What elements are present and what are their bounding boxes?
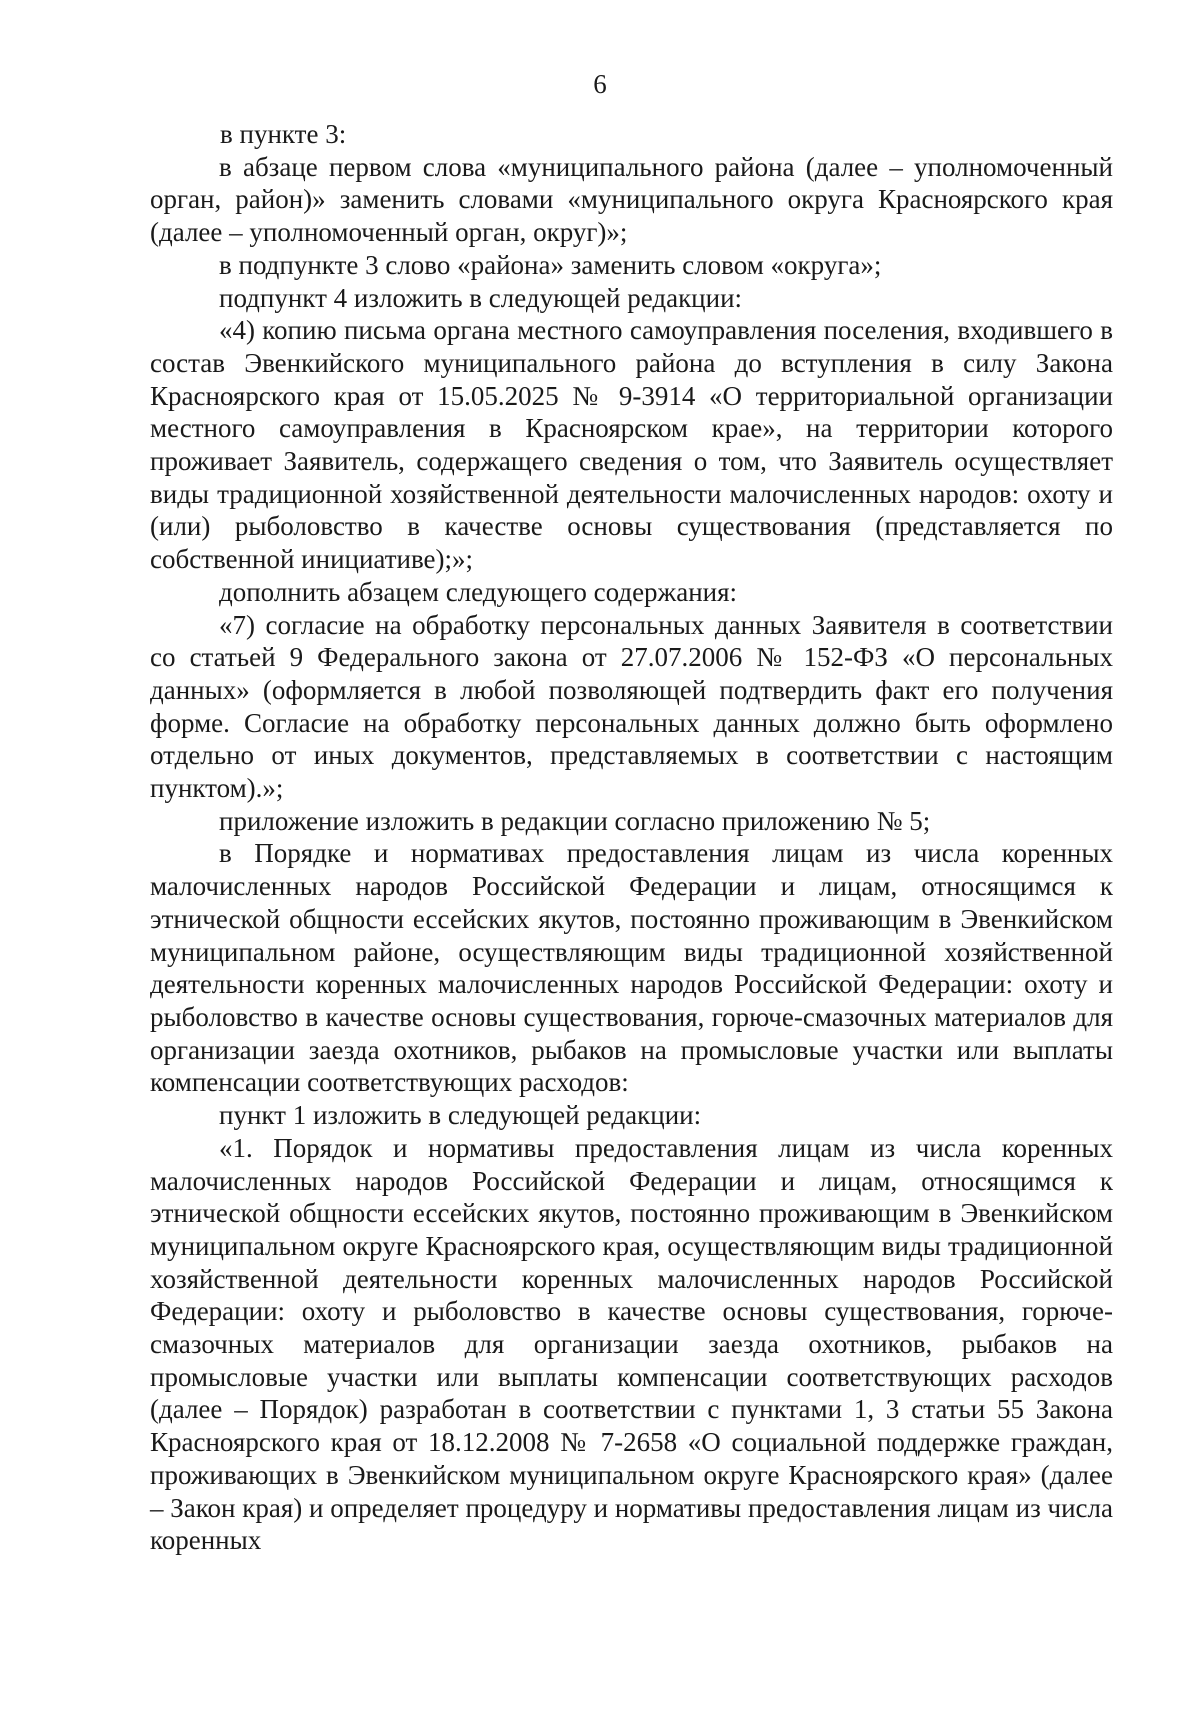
paragraph-4: подпункт 4 изложить в следующей редакции:: [219, 282, 743, 313]
page-number: 6: [593, 69, 607, 99]
paragraph-11: «1. Порядок и нормативы предоставления лицам из числа коренных малочисленных народов Российской Федерации и лицам, относящимся к этнической общности ессейских якутов, постоянно проживающим в Эвенкийском муниципальном округе Красноярского края, осуществляющим виды традиционной хозяйственной деятельности коренных малочисленных народов Российской Федерации: охоту и рыболовство в качестве основы существования, горюче-смазочных материалов для организации заезда охотников, рыбаков на промысловые участки или выплаты компенсации соответствующих расходов (далее – Порядок) разработан в соответствии с пунктами 1, 3 статьи 55 Закона Красноярского края от 18.12.2008 № 7-2658 «О социальной поддержке граждан, проживающих в Эвенкийском муниципальном округе Красноярского края» (далее – Закон края) и определяет процедуру и нормативы предоставления лицам из числа коренных: [150, 1132, 1113, 1556]
paragraph-1: в пункте 3:: [220, 119, 347, 149]
paragraph-2: в абзаце первом слова «муниципального района (далее – уполномоченный орган, район)» заменить словами «муниципального округа Красноярского края (далее – уполномоченный орган, округ)»;: [150, 151, 1113, 248]
paragraph-5: «4) копию письма органа местного самоуправления поселения, входившего в состав Эвенкийского муниципального района до вступления в силу Закона Красноярского края от 15.05.2025 № 9-3914 «О территориальной организации местного самоуправления в Красноярском крае», на территории которого проживает Заявитель, содержащего сведения о том, что Заявитель осуществляет виды традиционной хозяйственной деятельности малочисленных народов: охоту и (или) рыболовство в качестве основы существования (представляется по собственной инициативе);»;: [150, 315, 1113, 575]
paragraph-9: в Порядке и нормативах предоставления лицам из числа коренных малочисленных народов Российской Федерации и лицам, относящимся к этнической общности ессейских якутов, постоянно проживающим в Эвенкийском муниципальном районе, осуществляющим виды традиционной хозяйственной деятельности коренных малочисленных народов Российской Федерации: охоту и рыболовство в качестве основы существования, горюче-смазочных материалов для организации заезда охотников, рыбаков на промысловые участки или выплаты компенсации соответствующих расходов:: [150, 838, 1113, 1098]
paragraph-10: пункт 1 изложить в следующей редакции:: [219, 1100, 702, 1131]
paragraph-8: приложение изложить в редакции согласно приложению № 5;: [219, 805, 931, 836]
paragraph-3: в подпункте 3 слово «района» заменить словом «округа»;: [219, 249, 882, 280]
paragraph-7: «7) согласие на обработку персональных данных Заявителя в соответствии со статьей 9 Федерального закона от 27.07.2006 № 152-ФЗ «О персональных данных» (оформляется в любой позволяющей подтвердить факт его получения форме. Согласие на обработку персональных данных должно быть оформлено отдельно от иных документов, представляемых в соответствии с настоящим пунктом).»;: [150, 609, 1113, 804]
document-body: [150, 118, 1113, 1557]
paragraph-6: дополнить абзацем следующего содержания:: [219, 576, 738, 607]
